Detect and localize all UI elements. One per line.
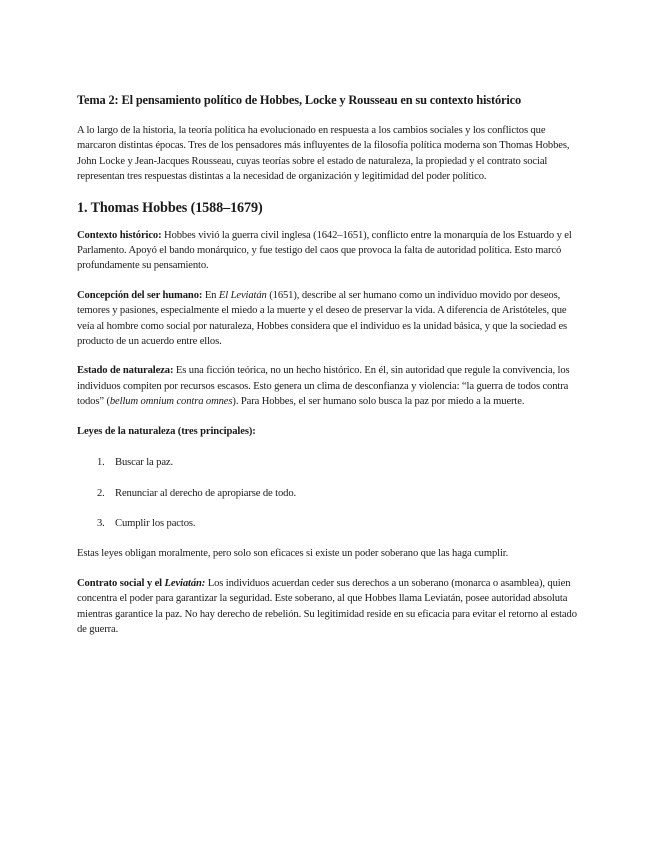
human-paragraph — [77, 288, 580, 350]
document-title: Tema 2: El pensamiento político de Hobbes, Locke y Rousseau en su contexto histórico — [77, 93, 522, 107]
context-paragraph — [77, 228, 580, 274]
list-item — [77, 455, 580, 470]
latin-phrase: bellum omnium contra omnes — [109, 396, 233, 408]
list-item-text: Buscar la paz. — [115, 457, 174, 469]
document-page — [77, 92, 580, 651]
human-label: Concepción del ser humano: — [77, 289, 203, 301]
section-heading: 1. Thomas Hobbes (1588–1679) — [77, 199, 263, 216]
nature-paragraph — [77, 363, 580, 409]
context-label: Contexto histórico: — [77, 229, 162, 241]
list-item-number: 2. — [97, 487, 105, 499]
list-item-text: Cumplir los pactos. — [115, 517, 196, 529]
book-title: El Leviatán — [218, 289, 267, 301]
list-item-number: 3. — [97, 517, 105, 529]
list-item — [77, 516, 580, 531]
nature-label: Estado de naturaleza: — [77, 365, 174, 377]
contract-label-b: Leviatán: — [164, 577, 206, 589]
nature-text-a: Es una ficción teórica, no un hecho histórico. En él, sin autoridad que regule la convivencia, los individuos compiten por recursos escasos. Esto genera un clima de desconfianza y violencia: “la guerra de todos contra todos” ( — [77, 365, 570, 408]
contract-text: Los individuos acuerdan ceder sus derechos a un soberano (monarca o asamblea), quien concentra el poder para garantizar la seguridad. Este soberano, al que Hobbes llama Leviatán, posee autoridad absoluta mientras garantice la paz. No hay derecho de rebelión. Su legitimidad reside en su eficacia para evitar el retorno al estado de guerra. — [77, 577, 577, 635]
contract-paragraph — [77, 576, 580, 638]
list-item — [77, 486, 580, 501]
human-text-a: En — [202, 289, 219, 301]
list-item-number: 1. — [97, 457, 105, 469]
context-text: Hobbes vivió la guerra civil inglesa (1642–1651), conflicto entre la monarquía de los Estuardo y el Parlamento. Apoyó el bando monárquico, y fue testigo del caos que provoca la falta de autoridad política. Esto marcó profundamente su pensamiento. — [77, 229, 572, 272]
laws-title: Leyes de la naturaleza (tres principales): — [77, 425, 256, 437]
contract-label-a: Contrato social y el — [77, 577, 165, 589]
nature-text-b: ). Para Hobbes, el ser humano solo busca la paz por miedo a la muerte. — [232, 396, 525, 408]
human-text-b: (1651), describe al ser humano como un individuo movido por deseos, temores y pasiones, especialmente el miedo a la muerte y el deseo de preservar la vida. A diferencia de Aristóteles, que veía al hombre como social por naturaleza, Hobbes considera que el individuo es la unidad básica, y que la sociedad es producto de un acuerdo entre ellos. — [77, 289, 568, 348]
intro-paragraph: A lo largo de la historia, la teoría política ha evolucionado en respuesta a los cambios sociales y los conflictos que marcaron distintas épocas. Tres de los pensadores más influyentes de la filosofía política moderna son Thomas Hobbes, John Locke y Jean-Jacques Rousseau, cuyas teorías sobre el estado de naturaleza, la propiedad y el contrato social representan tres respuestas distintas a la necesidad de organización y legitimidad del poder político. — [77, 125, 570, 183]
laws-closing: Estas leyes obligan moralmente, pero solo son eficaces si existe un poder soberano que las haga cumplir. — [77, 548, 509, 560]
list-item-text: Renunciar al derecho de apropiarse de todo. — [115, 487, 297, 499]
laws-list — [77, 455, 580, 531]
